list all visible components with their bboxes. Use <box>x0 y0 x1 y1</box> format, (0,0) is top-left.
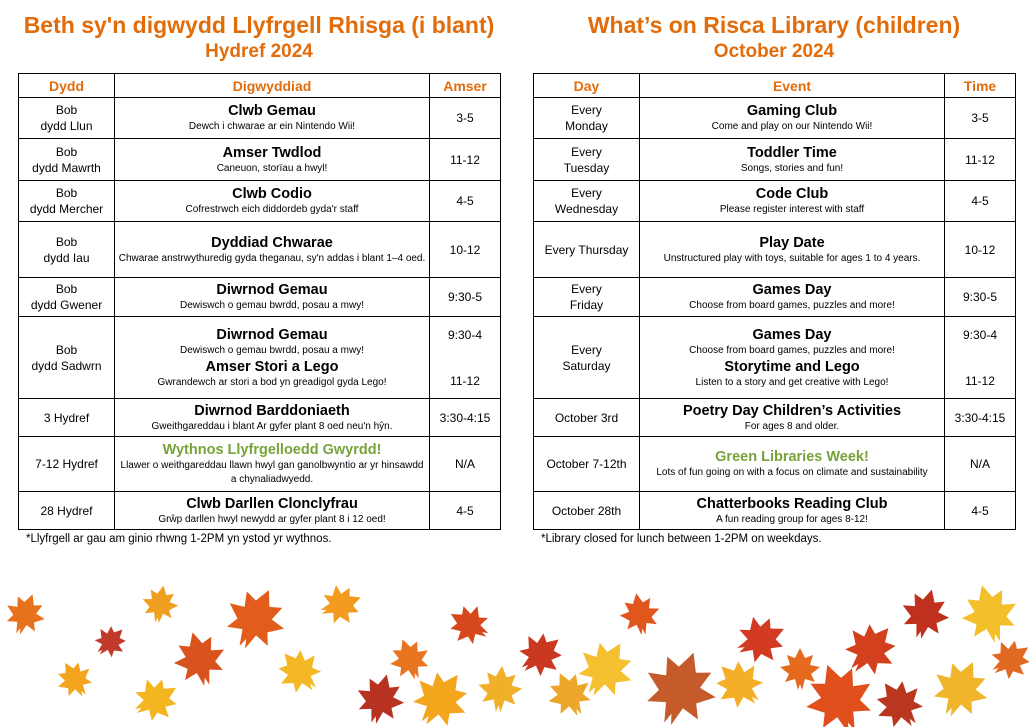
event-title: Dyddiad Chwarae <box>211 234 333 251</box>
leaf-shape <box>865 670 933 727</box>
table-row <box>534 278 1016 317</box>
event-title: Amser Twdlod <box>222 144 322 161</box>
day-cell: October 7-12th <box>534 437 640 492</box>
day-cell: 28 Hydref <box>19 492 115 530</box>
event-description: Songs, stories and fun! <box>740 162 844 174</box>
autumn-leaves-decoration <box>0 560 1029 727</box>
day-line: Every <box>571 282 602 296</box>
event-title: Code Club <box>755 186 829 202</box>
event-title: Amser Stori a Lego <box>205 358 339 375</box>
leaf-shape <box>87 618 133 664</box>
leaf-shape <box>896 583 955 644</box>
event-description: Llawer o weithgareddau llawn hwyl gan ganolbwyntio ar yr hinsawdd a chynaliadwyedd. <box>120 460 424 485</box>
event-time: N/A <box>430 437 501 492</box>
table-row <box>534 181 1016 222</box>
event-title: Games Day <box>752 326 832 343</box>
leaf-shape <box>351 668 410 727</box>
table-row <box>19 278 501 317</box>
event-time: N/A <box>945 437 1016 492</box>
event-time: 3-5 <box>945 98 1016 139</box>
event-title: Chatterbooks Reading Club <box>696 495 888 512</box>
day-line: Bob <box>55 144 78 159</box>
leaf-shape <box>215 577 296 659</box>
day-line: dydd Mawrth <box>32 160 101 175</box>
table-row <box>534 222 1016 278</box>
event-description: For ages 8 and older. <box>744 420 840 432</box>
event-time: 4-5 <box>945 492 1016 530</box>
day-cell: 7-12 Hydref <box>19 437 115 492</box>
day-cell: October 3rd <box>534 399 640 437</box>
event-title: Gaming Club <box>746 103 838 119</box>
leaf-shape <box>167 626 231 692</box>
event-title: Clwb Darllen Clonclyfrau <box>186 495 358 512</box>
event-title: Diwrnod Barddoniaeth <box>194 402 350 419</box>
event-description: Choose from board games, puzzles and more! <box>689 344 895 356</box>
event-title: Diwrnod Gemau <box>216 282 328 298</box>
event-time: 9:30-4 <box>447 327 483 342</box>
event-time: 4-5 <box>430 181 501 222</box>
schedule-table-english <box>533 73 1016 530</box>
leaf-shape <box>476 664 524 714</box>
leaf-shape <box>125 669 187 727</box>
day-cell: October 28th <box>534 492 640 530</box>
table-row <box>534 399 1016 437</box>
event-description: Grŵp darllen hwyl newydd ar gyfer plant 8 i 12 oed! <box>158 513 386 525</box>
event-time: 11-12 <box>430 139 501 181</box>
event-title: Poetry Day Children’s Activities <box>682 402 902 419</box>
event-description: Please register interest with staff <box>719 204 865 215</box>
table-row <box>534 437 1016 492</box>
table-row <box>534 98 1016 139</box>
event-time: 3:30-4:15 <box>945 399 1016 437</box>
day-line: Friday <box>569 298 604 312</box>
event-time: 10-12 <box>430 222 501 278</box>
header-time: Time <box>945 74 1016 98</box>
table-row <box>534 139 1016 181</box>
day-line: Tuesday <box>563 160 610 175</box>
day-line: dydd Sadwrn <box>31 358 102 373</box>
event-time: 11-12 <box>945 139 1016 181</box>
day-line: Every <box>571 186 602 200</box>
day-line: Bob <box>55 186 78 200</box>
day-line: dydd Iau <box>43 250 90 265</box>
leaf-shape <box>139 582 181 625</box>
leaf-shape <box>616 590 663 638</box>
event-title: Diwrnod Gemau <box>216 326 328 343</box>
day-line: dydd Llun <box>40 119 93 133</box>
event-time: 11-12 <box>450 373 480 388</box>
table-row <box>534 492 1016 530</box>
day-line: Every <box>571 144 602 159</box>
leaf-shape <box>384 632 436 685</box>
event-description: Chwarae anstrwythuredig gyda theganau, sy'n addas i blant 1–4 oed. <box>118 252 426 264</box>
event-description: Dewiswch o gemau bwrdd, posau a mwy! <box>180 300 364 311</box>
header-event: Digwyddiad <box>115 74 430 98</box>
event-description: Listen to a story and get creative with Lego! <box>695 376 889 388</box>
leaf-shape <box>955 578 1024 649</box>
day-line: Monday <box>565 119 608 133</box>
event-time: 4-5 <box>430 492 501 530</box>
event-description: Gwrandewch ar stori a bod yn greadigol gyda Lego! <box>157 376 387 388</box>
event-title: Play Date <box>759 234 825 251</box>
event-title: Clwb Codio <box>232 186 312 202</box>
leaf-group <box>0 577 1029 727</box>
day-cell: Every Thursday <box>534 222 640 278</box>
header-event: Event <box>640 74 945 98</box>
event-description: A fun reading group for ages 8-12! <box>716 513 868 525</box>
leaf-shape <box>314 579 367 631</box>
lunch-note-english: *Library closed for lunch between 1-2PM on weekdays. <box>541 533 822 545</box>
event-description: Caneuon, storïau a hwyl! <box>216 162 328 174</box>
event-description: Lots of fun going on with a focus on climate and sustainability <box>656 467 928 478</box>
event-description: Cofrestrwch eich diddordeb gyda'r staff <box>185 204 359 215</box>
leaf-shape <box>268 639 331 703</box>
event-time: 9:30-5 <box>945 278 1016 317</box>
lunch-note-welsh: *Llyfrgell ar gau am ginio rhwng 1-2PM yn ystod yr wythnos. <box>26 533 332 545</box>
event-time: 9:30-4 <box>962 327 998 342</box>
event-time: 10-12 <box>945 222 1016 278</box>
event-title: Games Day <box>752 282 832 298</box>
header-day: Dydd <box>19 74 115 98</box>
table-row <box>19 492 501 530</box>
leaf-shape <box>923 650 999 727</box>
event-title: Green Libraries Week! <box>715 449 869 465</box>
page-title-welsh: Beth sy'n digwydd Llyfrgell Rhisga (i blant) <box>23 12 495 38</box>
event-description: Dewch i chwarae ar ein Nintendo Wii! <box>188 121 356 132</box>
leaf-shape <box>704 649 774 719</box>
event-description: Dewiswch o gemau bwrdd, posau a mwy! <box>180 344 364 356</box>
leaf-shape <box>0 587 51 640</box>
day-line: Bob <box>55 234 78 249</box>
event-time: 4-5 <box>945 181 1016 222</box>
table-row <box>19 437 501 492</box>
table-row <box>19 399 501 437</box>
day-line: Every <box>571 342 602 357</box>
event-description: Come and play on our Nintendo Wii! <box>711 121 873 132</box>
day-line: dydd Gwener <box>30 298 103 312</box>
event-description: Choose from board games, puzzles and more! <box>689 300 895 311</box>
page-title-english: What’s on Risca Library (children) <box>587 12 961 38</box>
table-row <box>19 317 501 399</box>
event-title: Storytime and Lego <box>724 358 860 375</box>
day-line: dydd Mercher <box>29 202 104 216</box>
event-time: 11-12 <box>965 373 995 388</box>
event-description: Unstructured play with toys, suitable for ages 1 to 4 years. <box>663 252 921 264</box>
event-time: 3-5 <box>430 98 501 139</box>
event-title: Wythnos Llyfrgelloedd Gwyrdd! <box>162 442 382 458</box>
event-time: 9:30-5 <box>430 278 501 317</box>
english-panel <box>533 0 1015 545</box>
day-line: Saturday <box>562 358 611 373</box>
header-day: Day <box>534 74 640 98</box>
day-cell: 3 Hydref <box>19 399 115 437</box>
table-row <box>534 317 1016 399</box>
day-line: Bob <box>55 282 78 296</box>
leaf-shape <box>634 640 728 727</box>
day-line: Bob <box>55 342 78 357</box>
leaf-shape <box>982 631 1029 688</box>
day-line: Wednesday <box>554 202 619 216</box>
event-title: Clwb Gemau <box>228 103 316 119</box>
table-row <box>19 98 501 139</box>
event-description: Gweithgareddau i blant Ar gyfer plant 8 oed neu'n hŷn. <box>151 420 393 432</box>
table-row <box>19 181 501 222</box>
leaf-shape <box>50 654 100 705</box>
day-line: Every <box>571 103 602 117</box>
leaf-shape <box>441 597 497 653</box>
event-time: 3:30-4:15 <box>430 399 501 437</box>
welsh-panel <box>18 0 500 545</box>
page-subtitle-welsh: Hydref 2024 <box>205 41 313 62</box>
schedule-table-welsh <box>18 73 501 530</box>
day-line: Bob <box>55 103 78 117</box>
table-row <box>19 222 501 278</box>
table-row <box>19 139 501 181</box>
page-subtitle-english: October 2024 <box>713 41 835 62</box>
event-title: Toddler Time <box>747 144 837 161</box>
header-time: Amser <box>430 74 501 98</box>
